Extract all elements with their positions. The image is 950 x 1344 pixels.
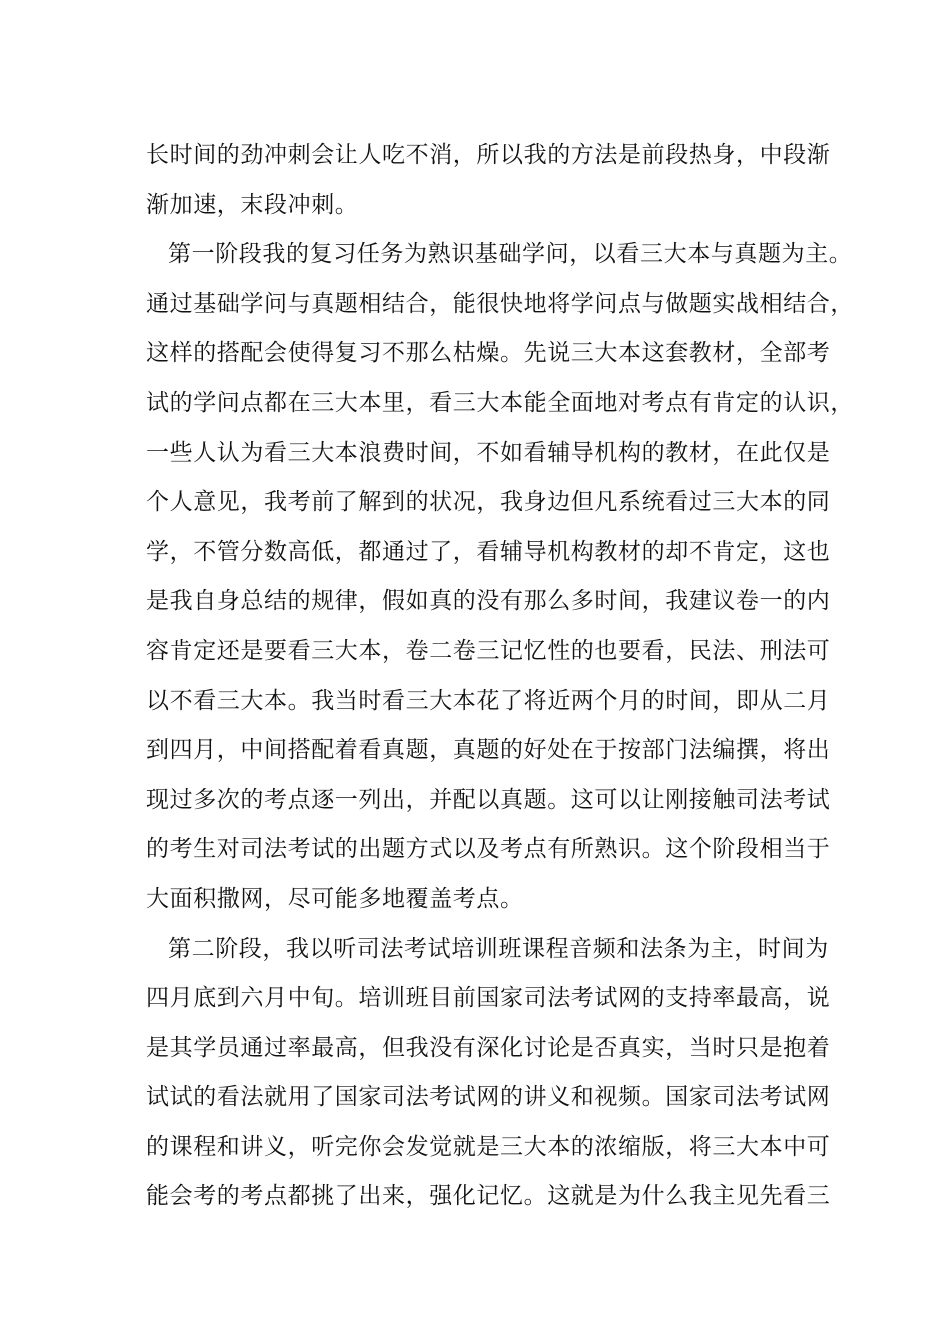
text-line: 个人意见，我考前了解到的状况，我身边但凡系统看过三大本的同: [146, 489, 831, 516]
text-line: 一些人认为看三大本浪费时间，不如看辅导机构的教材，在此仅是: [146, 439, 831, 466]
text-line: 长时间的劲冲刺会让人吃不消，所以我的方法是前段热身，中段渐: [146, 142, 831, 168]
text-line: 的课程和讲义，听完你会发觉就是三大本的浓缩版，将三大本中可: [146, 1133, 831, 1160]
text-line: 是其学员通过率最高，但我没有深化讨论是否真实，当时只是抱着: [146, 1034, 831, 1061]
text-line: 以不看三大本。我当时看三大本花了将近两个月的时间，即从二月: [146, 687, 831, 714]
text-line: 四月底到六月中旬。培训班目前国家司法考试网的支持率最高，说: [146, 985, 831, 1012]
text-line: 渐加速，末段冲刺。: [146, 191, 359, 218]
paragraph-first-line: 第二阶段，我以听司法考试培训班课程音频和法条为主，时间为: [168, 935, 829, 962]
text-line: 试试的看法就用了国家司法考试网的讲义和视频。国家司法考试网: [146, 1084, 831, 1111]
text-line: 容肯定还是要看三大本，卷二卷三记忆性的也要看，民法、刑法可: [146, 637, 831, 664]
text-line: 这样的搭配会使得复习不那么枯燥。先说三大本这套教材，全部考: [146, 340, 831, 367]
paragraph-first-line: 第一阶段我的复习任务为熟识基础学问，以看三大本与真题为主。: [168, 241, 853, 268]
text-line: 学，不管分数高低，都通过了，看辅导机构教材的却不肯定，这也: [146, 538, 831, 565]
text-line: 的考生对司法考试的出题方式以及考点有所熟识。这个阶段相当于: [146, 836, 831, 863]
text-line: 通过基础学问与真题相结合，能很快地将学问点与做题实战相结合，: [146, 290, 854, 317]
text-line: 大面积撒网，尽可能多地覆盖考点。: [146, 885, 524, 912]
text-line: 能会考的考点都挑了出来，强化记忆。这就是为什么我主见先看三: [146, 1183, 831, 1210]
text-line: 到四月，中间搭配着看真题，真题的好处在于按部门法编撰，将出: [146, 737, 831, 764]
text-line: 是我自身总结的规律，假如真的没有那么多时间，我建议卷一的内: [146, 588, 831, 615]
text-line: 现过多次的考点逐一列出，并配以真题。这可以让刚接触司法考试: [146, 786, 831, 813]
text-line: 试的学问点都在三大本里，看三大本能全面地对考点有肯定的认识，: [146, 389, 854, 416]
body-text: [146, 131, 854, 1222]
